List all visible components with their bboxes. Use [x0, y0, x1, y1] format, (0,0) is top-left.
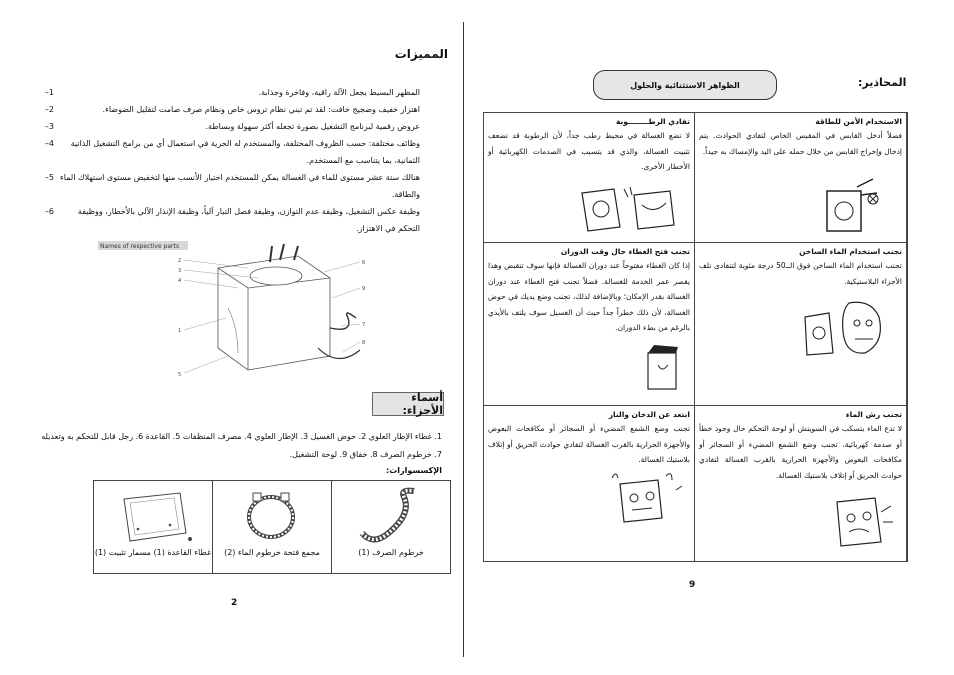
diagram-num: 1: [178, 328, 182, 334]
caution-body: تجنب وضع الشمع المضيء أو السجائر أو مكافحات البعوض والأجهزة الحرارية بالقرب الغسالة لتفادي حوادث الحريق أو إتلاف بلاستيك الغسالة.: [488, 424, 690, 464]
caution-cell: [484, 243, 695, 406]
page-divider: [463, 22, 464, 657]
caution-heading: تفادي الرطــــــــوبة: [615, 117, 690, 126]
power-cord: [330, 313, 356, 329]
diagram-label: Names of respective parts: [100, 243, 179, 250]
parts-list: [40, 428, 442, 464]
diagram-num: 9: [362, 286, 366, 292]
parts-line: 1. غطاء الإطار العلوي 2. حوض الغسيل 3. الإطار العلوي 4. مصرف المنظفات 5. القاعدة 6. رجل قابل للتحكم به وتعديله: [41, 432, 442, 441]
feature-num: 3–: [44, 122, 54, 131]
accessory-cell: [331, 481, 450, 573]
caution-body: تجنب استخدام الماء الساخن فوق الــ50 درجة مئوية لتتفادى تلف الأجزاء البلاستيكية.: [699, 261, 902, 286]
caution-cell: [695, 243, 907, 406]
caution-heading: الاستخدام الأمن للطاقة: [815, 117, 902, 126]
accessories-title: الإكسسوارات:: [386, 466, 442, 475]
feature-text: اهتزاز خفيف وضجيج خافت: لقد تم تبني نظام تروس خاص ونظام صرف صامت لتقليل الضوضاء.: [102, 105, 420, 114]
plug-illustration: [811, 177, 881, 235]
wash-tub: [250, 267, 302, 285]
diagram-num: 6: [362, 260, 366, 266]
diagram-num: 5: [178, 372, 182, 378]
diagram-num: 4: [178, 278, 182, 284]
features-title: المميزات: [394, 47, 448, 61]
feature-text: وظيفة عكس التشغيل، وظيفة عدم التوازن، وظيفة فصل التيار آلياً، وظيفة الإنذار الآلي بالأخطار، ووظيفة التحكم في الاهتزاز.: [77, 207, 420, 233]
feature-num: 1–: [44, 88, 54, 97]
feature-text: هنالك ستة عشر مستوى للماء في الغسالة يمكن للمستخدم اختيار الأنسب منها لتخفيض مستوى استهلاك الماء والطاقة.: [59, 173, 420, 199]
feature-item: [40, 135, 420, 169]
lid-open-illustration: [644, 343, 684, 395]
humidity-illustration: [574, 185, 684, 235]
solutions-label: الظواهر الاستثنائية والحلول: [593, 70, 777, 100]
diagram-num: 8: [362, 340, 366, 346]
caution-cell: [484, 113, 695, 243]
caution-body: إذا كان الغطاء مفتوحاً عند دوران الغسالة فإنها سوف تتقبض وهذا يقصر عمر الخدمة للغسالة. فضلاً تجنب فتح الغطاء عند دوران الغسالة بقدر الإمكان؛ وبالإضافة لذلك، تجنب وضع يديك في حوض الغسالة، لأن ذلك خطراً جداً حيث أن الغسيل سوف يلتف بالأيدي بالرغم من بطء الدوران.: [488, 261, 690, 332]
cautions-title: :المحاذير: [858, 76, 907, 89]
feature-text: المظهر البسيط يجعل الآلة راقية، وفاخرة وجذابة.: [258, 88, 420, 97]
caution-cell: [695, 113, 907, 243]
diagram-num: 3: [178, 268, 182, 274]
accessory-caption: مجمع فتحة خرطوم الماء (2): [224, 548, 320, 557]
caution-cell: [484, 406, 695, 561]
feature-item: [40, 169, 420, 203]
diagram-num: 2: [178, 258, 182, 264]
accessories-table: [93, 480, 451, 574]
washing-machine-diagram: [98, 238, 378, 378]
feature-item: [40, 84, 420, 101]
water-hose-icon: [213, 485, 331, 547]
caution-body: لا تدع الماء يتسكب في السويتش أو لوحة التحكم حال وجود خطأ أو صدمة كهربائية. تجنب وضع الشمع المضيء أو السجائر أو مكافحات البعوض والأجهزة الحرارية بالقرب الغسالة لتفادي حوادث الحريق أو إتلاف بلاستيك الغسالة.: [699, 424, 902, 480]
water-spray-illustration: [825, 492, 895, 548]
feature-num: 2–: [44, 105, 54, 114]
accessory-cell: [94, 481, 212, 573]
feature-item: [40, 118, 420, 135]
feature-text: وظائف مختلفة: حسب الظروف المختلفة، والمستخدم له الحرية في استعمال أي من برامج التشغيل الذاتية الثمانية، بما يتناسب مع المستخدم.: [70, 139, 420, 165]
feature-num: 4–: [44, 139, 54, 148]
caution-heading: ابتعد عن الدخان والنار: [608, 410, 690, 419]
caution-cell: [695, 406, 907, 561]
page-number-right: 9: [689, 580, 696, 590]
caution-heading: تجنب فتح الغطاء حال وقت الدوران: [560, 247, 690, 256]
feature-num: 5–: [44, 173, 54, 182]
feature-text: عروض رقمية لبرنامج التشغيل بصورة تجعله أكثر سهولة وبساطة.: [205, 122, 420, 131]
parts-title: أسماء الأجزاء:: [372, 392, 444, 416]
feature-num: 6–: [44, 207, 54, 216]
drain-hose-icon: [332, 485, 450, 547]
accessory-cell: [212, 481, 331, 573]
cautions-grid: [483, 112, 908, 562]
accessory-caption: خرطوم الصرف (1): [358, 548, 424, 557]
hot-water-illustration: [795, 297, 895, 361]
features-list: [40, 84, 420, 237]
feature-item: [40, 101, 420, 118]
caution-heading: تجنب استخدام الماء الساخن: [799, 247, 902, 256]
fire-illustration: [606, 470, 686, 526]
caution-body: لا تضع الغسالة في محيط رطب جداً، لأن الرطوبة قد تضعف تثبيت الغسالة، والذي قد يتسبب في الصدمات الكهربائية أو الأخطار الأخرى.: [488, 131, 690, 171]
page-number-left: 2: [231, 598, 238, 608]
accessory-caption: غطاء القاعدة (1) مسمار تثبيت (1): [94, 548, 212, 557]
caution-heading: تجنب رش الماء: [845, 410, 902, 419]
diagram-num: 7: [362, 322, 366, 328]
base-cover-icon: [94, 485, 212, 547]
feature-item: [40, 203, 420, 237]
parts-line: 7. خرطوم الصرف 8. خفاق 9. لوحة التشغيل.: [289, 450, 442, 459]
caution-body: فضلاً أدخل القابس في المقبس الخاص لتفادي الحوادث. يتم إدخال وإخراج القابس من خلال حمله على اليد والإمساك به جيداً.: [699, 131, 902, 156]
